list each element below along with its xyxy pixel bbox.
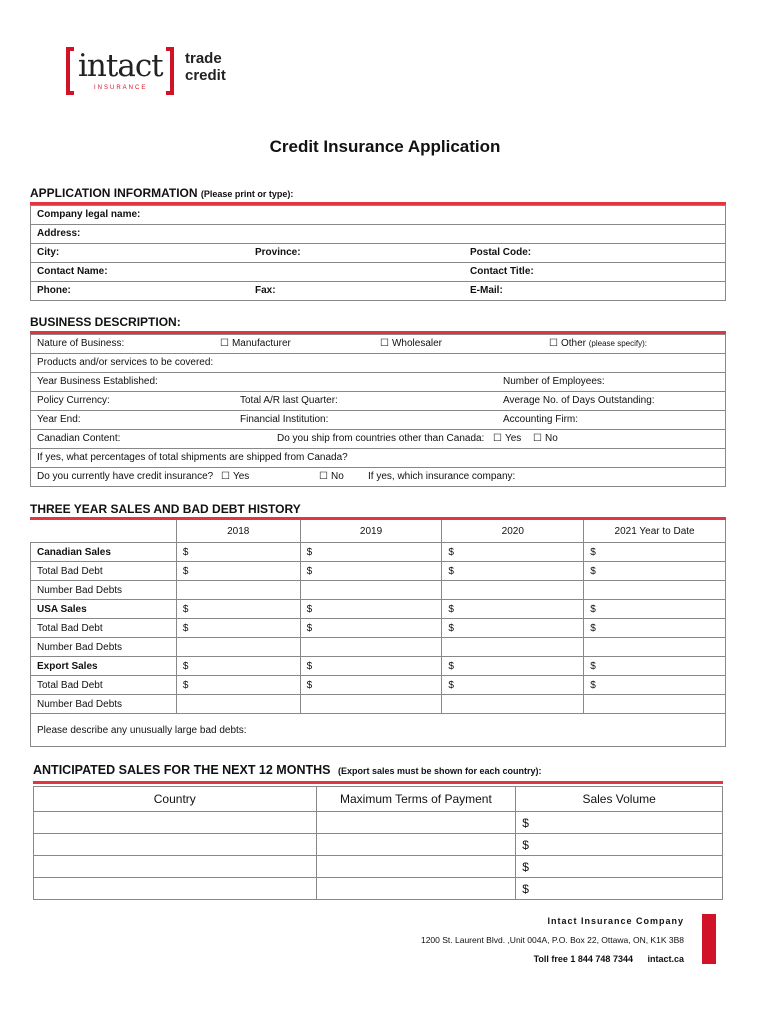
credit-text: credit <box>185 67 226 84</box>
ship-yes-label: Yes <box>504 433 522 444</box>
anticipated-heading-text: ANTICIPATED SALES FOR THE NEXT 12 MONTHS <box>33 763 331 777</box>
count-cell[interactable] <box>176 638 300 657</box>
amount-cell[interactable]: $ <box>584 619 726 638</box>
count-cell[interactable] <box>442 638 584 657</box>
num-bad-debts-label: Number Bad Debts <box>31 638 177 657</box>
terms-cell[interactable] <box>316 878 516 900</box>
describe-bad-debts-field[interactable]: Please describe any unusually large bad debts: <box>31 714 726 747</box>
company-name-field[interactable]: Company legal name: <box>37 209 141 220</box>
amount-cell[interactable]: $ <box>176 600 300 619</box>
num-bad-debts-label: Number Bad Debts <box>31 581 177 600</box>
year-header: 2021 Year to Date <box>584 520 726 543</box>
contact-title-field[interactable]: Contact Title: <box>470 266 534 277</box>
which-insurer-field[interactable]: If yes, which insurance company: <box>368 471 516 482</box>
anticipated-table <box>33 786 723 900</box>
volume-cell[interactable]: $ <box>516 834 723 856</box>
volume-cell[interactable]: $ <box>516 812 723 834</box>
amount-cell[interactable]: $ <box>442 543 584 562</box>
postal-code-field[interactable]: Postal Code: <box>470 247 532 258</box>
email-field[interactable]: E-Mail: <box>470 285 503 296</box>
footer-company: Intact Insurance Company <box>547 916 684 926</box>
policy-currency-field[interactable]: Policy Currency: <box>37 395 110 406</box>
section-divider <box>33 781 723 784</box>
count-cell[interactable] <box>442 695 584 714</box>
year-end-field[interactable]: Year End: <box>37 414 81 425</box>
ship-no-label: No <box>544 433 558 444</box>
logo-subtitle: INSURANCE <box>94 85 148 91</box>
phone-field[interactable]: Phone: <box>37 285 71 296</box>
business-table <box>30 334 726 487</box>
footer-phone: Toll free 1 844 748 7344 <box>533 954 633 964</box>
amount-cell[interactable]: $ <box>442 676 584 695</box>
amount-cell[interactable]: $ <box>584 543 726 562</box>
other-checkbox[interactable] <box>549 338 647 349</box>
ship-yes-checkbox[interactable] <box>493 433 521 444</box>
terms-column-header: Maximum Terms of Payment <box>316 787 516 812</box>
days-outstanding-field[interactable]: Average No. of Days Outstanding: <box>503 395 655 406</box>
country-cell[interactable] <box>34 834 317 856</box>
app-info-table <box>30 205 726 301</box>
country-column-header: Country <box>34 787 317 812</box>
amount-cell[interactable]: $ <box>442 600 584 619</box>
amount-cell[interactable]: $ <box>442 619 584 638</box>
count-cell[interactable] <box>176 581 300 600</box>
bad-debt-row-label: Total Bad Debt <box>31 676 177 695</box>
app-info-heading <box>30 186 293 200</box>
manufacturer-label: Manufacturer <box>231 338 291 349</box>
amount-cell[interactable]: $ <box>584 657 726 676</box>
count-cell[interactable] <box>176 695 300 714</box>
employees-field[interactable]: Number of Employees: <box>503 376 605 387</box>
count-cell[interactable] <box>300 638 442 657</box>
contact-name-field[interactable]: Contact Name: <box>37 266 108 277</box>
terms-cell[interactable] <box>316 834 516 856</box>
country-cell[interactable] <box>34 812 317 834</box>
amount-cell[interactable]: $ <box>176 676 300 695</box>
sales-row-label: Canadian Sales <box>31 543 177 562</box>
amount-cell[interactable]: $ <box>300 600 442 619</box>
have-insurance-label: Do you currently have credit insurance? <box>37 471 214 482</box>
country-cell[interactable] <box>34 878 317 900</box>
amount-cell[interactable]: $ <box>176 657 300 676</box>
intact-logo <box>66 47 174 95</box>
year-established-field[interactable]: Year Business Established: <box>37 376 158 387</box>
anticipated-heading <box>33 763 542 777</box>
count-cell[interactable] <box>584 695 726 714</box>
bad-debt-row-label: Total Bad Debt <box>31 562 177 581</box>
count-cell[interactable] <box>584 638 726 657</box>
amount-cell[interactable]: $ <box>300 562 442 581</box>
city-field[interactable]: City: <box>37 247 60 258</box>
other-label: Other <box>560 338 586 349</box>
terms-cell[interactable] <box>316 856 516 878</box>
insurance-no-checkbox[interactable] <box>319 471 344 482</box>
volume-cell[interactable]: $ <box>516 878 723 900</box>
count-cell[interactable] <box>300 581 442 600</box>
financial-institution-field[interactable]: Financial Institution: <box>240 414 329 425</box>
logo-right-bracket <box>166 47 174 95</box>
history-table <box>30 520 726 747</box>
volume-cell[interactable]: $ <box>516 856 723 878</box>
year-header: 2019 <box>300 520 442 543</box>
footer-contact <box>534 954 684 964</box>
amount-cell[interactable]: $ <box>176 619 300 638</box>
amount-cell[interactable]: $ <box>300 543 442 562</box>
business-heading: BUSINESS DESCRIPTION: <box>30 315 181 329</box>
total-ar-field[interactable]: Total A/R last Quarter: <box>240 395 338 406</box>
year-header: 2018 <box>176 520 300 543</box>
accounting-firm-field[interactable]: Accounting Firm: <box>503 414 579 425</box>
products-field[interactable]: Products and/or services to be covered: <box>37 357 214 368</box>
sales-row-label: USA Sales <box>31 600 177 619</box>
count-cell[interactable] <box>584 581 726 600</box>
history-heading: THREE YEAR SALES AND BAD DEBT HISTORY <box>30 502 301 516</box>
wholesaler-checkbox[interactable] <box>380 338 442 349</box>
page-title: Credit Insurance Application <box>269 137 501 156</box>
app-info-heading-text: APPLICATION INFORMATION <box>30 186 198 200</box>
nature-label: Nature of Business: <box>37 338 125 349</box>
trade-credit-label <box>185 50 226 84</box>
amount-cell[interactable]: $ <box>176 543 300 562</box>
amount-cell[interactable]: $ <box>442 562 584 581</box>
insurance-yes-label: Yes <box>232 471 250 482</box>
amount-cell[interactable]: $ <box>176 562 300 581</box>
volume-column-header: Sales Volume <box>516 787 723 812</box>
amount-cell[interactable]: $ <box>300 676 442 695</box>
footer-red-bar <box>702 914 716 964</box>
terms-cell[interactable] <box>316 812 516 834</box>
count-cell[interactable] <box>442 581 584 600</box>
manufacturer-checkbox[interactable] <box>220 338 291 349</box>
logo-left-bracket <box>66 47 74 95</box>
insurance-yes-checkbox[interactable] <box>221 471 249 482</box>
province-field[interactable]: Province: <box>255 247 301 258</box>
footer-address: 1200 St. Laurent Blvd. ,Unit 004A, P.O. Box 22, Ottawa, ON, K1K 3B8 <box>420 935 684 945</box>
amount-cell[interactable]: $ <box>584 676 726 695</box>
amount-cell[interactable]: $ <box>300 657 442 676</box>
ship-no-checkbox[interactable] <box>533 433 558 444</box>
logo-wordmark: intact <box>78 48 163 84</box>
amount-cell[interactable]: $ <box>300 619 442 638</box>
insurance-no-label: No <box>330 471 344 482</box>
wholesaler-label: Wholesaler <box>391 338 442 349</box>
percentage-field[interactable]: If yes, what percentages of total shipments are shipped from Canada? <box>37 452 348 463</box>
country-cell[interactable] <box>34 856 317 878</box>
ship-question-label: Do you ship from countries other than Canada: <box>277 433 485 444</box>
history-corner <box>31 520 177 543</box>
amount-cell[interactable]: $ <box>442 657 584 676</box>
count-cell[interactable] <box>300 695 442 714</box>
year-header: 2020 <box>442 520 584 543</box>
fax-field[interactable]: Fax: <box>255 285 276 296</box>
other-note: (please specify): <box>588 339 648 348</box>
bad-debt-row-label: Total Bad Debt <box>31 619 177 638</box>
num-bad-debts-label: Number Bad Debts <box>31 695 177 714</box>
footer-website[interactable]: intact.ca <box>647 954 684 964</box>
sales-row-label: Export Sales <box>31 657 177 676</box>
canadian-content-field[interactable]: Canadian Content: <box>37 433 121 444</box>
address-field[interactable]: Address: <box>37 228 81 239</box>
trade-text: trade <box>185 50 222 67</box>
app-info-note: (Please print or type): <box>200 189 294 199</box>
amount-cell[interactable]: $ <box>584 562 726 581</box>
anticipated-note: (Export sales must be shown for each country): <box>337 766 542 776</box>
amount-cell[interactable]: $ <box>584 600 726 619</box>
